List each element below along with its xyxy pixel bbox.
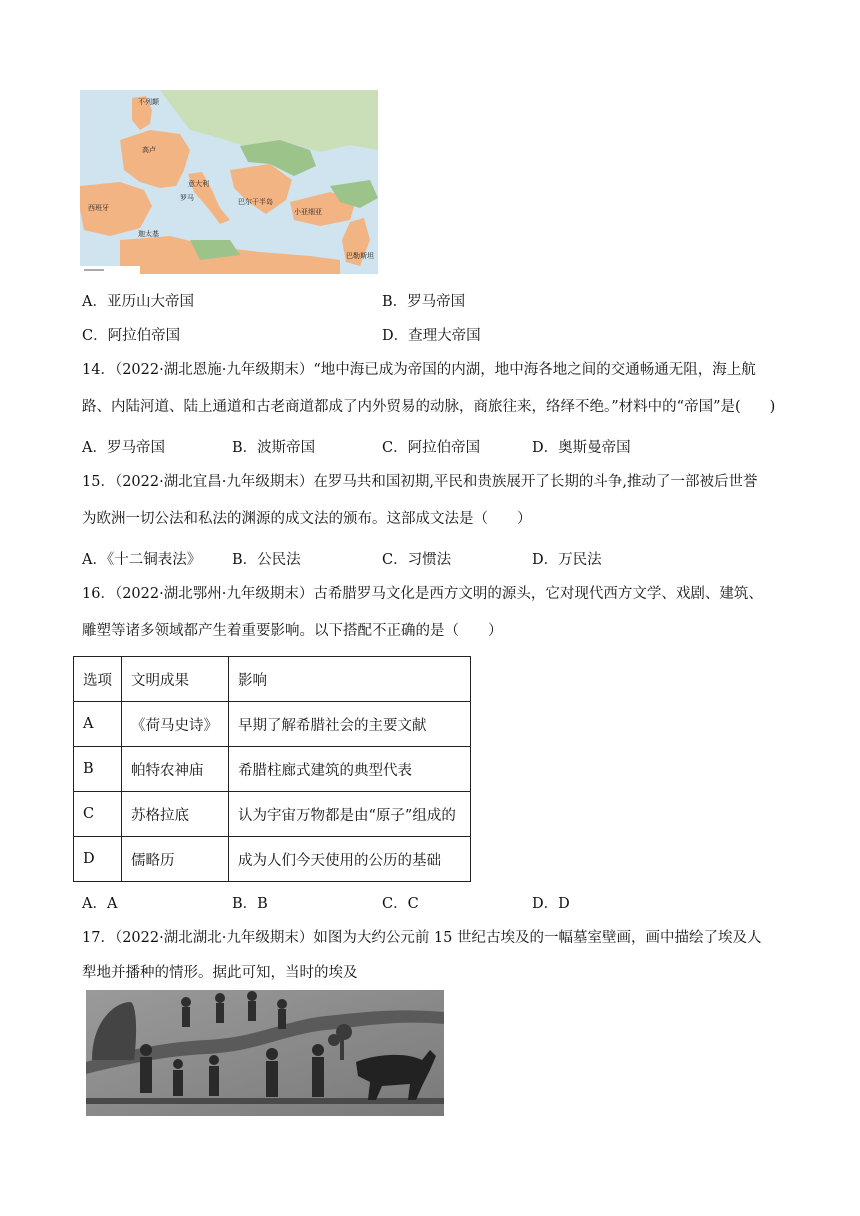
map-label-rome: 罗马 <box>180 194 194 202</box>
q14-option-c: C．阿拉伯帝国 <box>382 440 481 456</box>
q16-option-c: C．C <box>382 896 419 912</box>
table-header-cell: 文明成果 <box>122 657 229 702</box>
table-row <box>74 837 471 882</box>
q17-stem-line1: 17．（2022·湖北湖北·九年级期末）如图为大约公元前 15 世纪古埃及的一幅墓室壁画，画中描绘了埃及人 <box>82 930 762 946</box>
table-cell: 《荷马史诗》 <box>122 702 229 747</box>
q13-option-a: A．亚历山大帝国 <box>82 294 194 310</box>
q16-option-a: A．A <box>82 896 118 912</box>
q15-option-c: C．习惯法 <box>382 552 452 568</box>
q14-stem-line1: 14．（2022·湖北恩施·九年级期末）“地中海已成为帝国的内湖，地中海各地之间的交通畅通无阻，海上航 <box>82 362 756 378</box>
map-label-britain: 不列颠 <box>138 98 159 106</box>
q14-stem-line2: 路、内陆河道、陆上通道和古老商道都成了内外贸易的动脉，商旅往来，络绎不绝。”材料中的“帝国”是( ) <box>82 399 776 415</box>
table-row <box>74 792 471 837</box>
table-cell: 帕特农神庙 <box>122 747 229 792</box>
q16-option-d: D．D <box>532 896 570 912</box>
table-cell: A <box>74 702 122 747</box>
roman-empire-map <box>80 90 378 274</box>
map-label-carthage: 迦太基 <box>138 230 159 238</box>
table-row <box>74 702 471 747</box>
egyptian-tomb-mural-image <box>86 990 444 1116</box>
map-label-palestine: 巴勒斯坦 <box>346 252 374 260</box>
q13-option-c: C．阿拉伯帝国 <box>82 328 181 344</box>
q13-option-d: D．查理大帝国 <box>382 328 481 344</box>
table-row <box>74 747 471 792</box>
q16-stem-line2: 雕塑等诸多领域都产生着重要影响。以下搭配不正确的是（ ） <box>82 623 503 639</box>
table-cell: 儒略历 <box>122 837 229 882</box>
q15-option-d: D．万民法 <box>532 552 602 568</box>
table-cell: 苏格拉底 <box>122 792 229 837</box>
q14-option-d: D．奥斯曼帝国 <box>532 440 631 456</box>
q14-option-b: B．波斯帝国 <box>232 440 316 456</box>
map-label-italy: 意大利 <box>188 180 209 188</box>
q15-stem-line1: 15．（2022·湖北宜昌·九年级期末）在罗马共和国初期,平民和贵族展开了长期的斗争,推动了一部被后世誉 <box>82 474 758 490</box>
table-cell: 成为人们今天使用的公历的基础 <box>229 837 471 882</box>
map-label-balkans: 巴尔干半岛 <box>238 198 273 206</box>
table-cell: B <box>74 747 122 792</box>
q17-stem-line2: 犁地并播种的情形。据此可知，当时的埃及 <box>82 965 358 981</box>
table-cell: 早期了解希腊社会的主要文献 <box>229 702 471 747</box>
q15-option-a: A．《十二铜表法》 <box>82 552 202 568</box>
table-cell: 认为宇宙万物都是由“原子”组成的 <box>229 792 471 837</box>
q16-stem-line1: 16．（2022·湖北鄂州·九年级期末）古希腊罗马文化是西方文明的源头，它对现代西方文学、戏剧、建筑、 <box>82 586 763 602</box>
map-label-gaul: 高卢 <box>142 146 156 154</box>
table-cell: C <box>74 792 122 837</box>
q16-option-b: B．B <box>232 896 268 912</box>
table-cell: D <box>74 837 122 882</box>
q15-option-b: B．公民法 <box>232 552 301 568</box>
table-header-cell: 影响 <box>229 657 471 702</box>
map-label-spain: 西班牙 <box>88 204 109 212</box>
q13-option-b: B．罗马帝国 <box>382 294 466 310</box>
table-header-cell: 选项 <box>74 657 122 702</box>
table-cell: 希腊柱廊式建筑的典型代表 <box>229 747 471 792</box>
map-label-asia-minor: 小亚细亚 <box>294 208 322 216</box>
q16-table <box>73 656 471 882</box>
q15-stem-line2: 为欧洲一切公法和私法的渊源的成文法的颁布。这部成文法是（ ） <box>82 511 532 527</box>
q14-option-a: A．罗马帝国 <box>82 440 165 456</box>
table-header-row <box>74 657 471 702</box>
